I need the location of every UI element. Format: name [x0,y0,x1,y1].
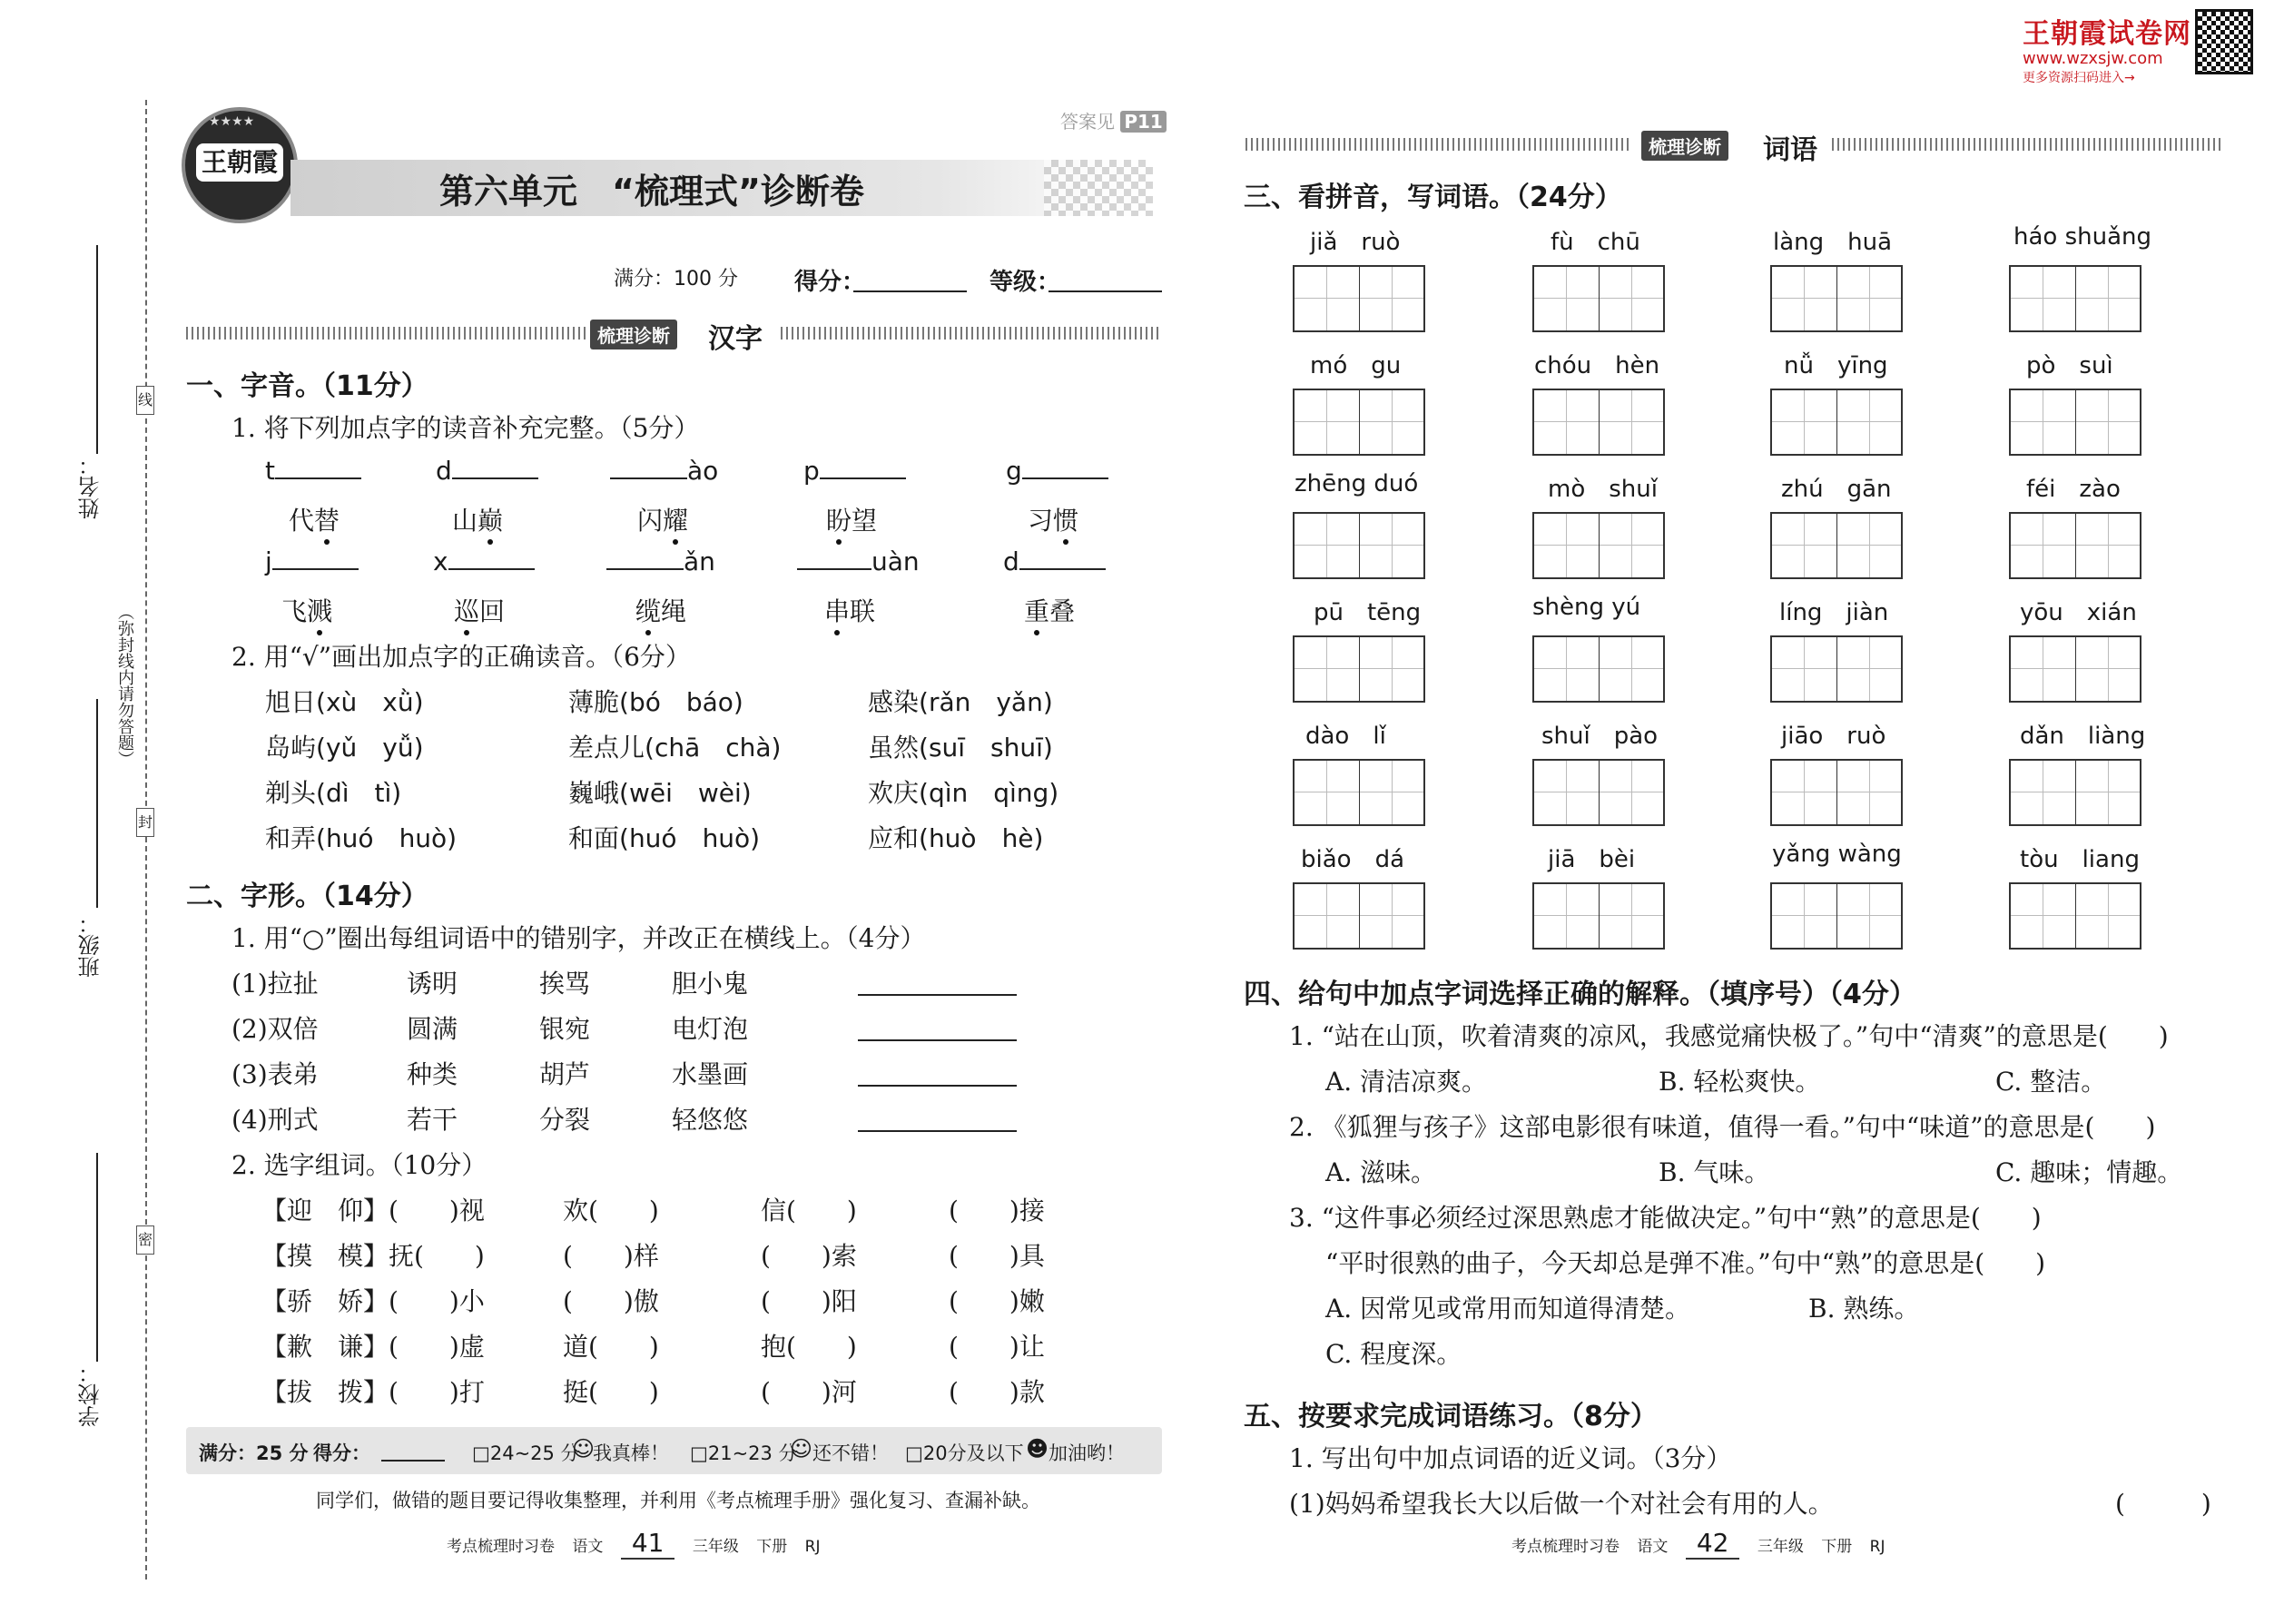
q2-item-5[interactable]: 差点儿(chā chà) [568,733,782,763]
s4-q3-opt-a[interactable]: A. 因常见或常用而知道得清楚。 [1325,1294,1691,1324]
s2-heading: 二、字形。（14分） [186,881,428,912]
name-field[interactable] [96,245,98,454]
char-grid[interactable] [1293,265,1425,332]
school-label: 学校： [78,1362,103,1427]
char-grid[interactable] [1532,882,1665,950]
s2q1-row1-b[interactable]: 诱明 [407,969,458,999]
brand-tip: 更多资源扫码进入→ [2023,71,2135,85]
s2q2-r2-a[interactable]: 【摸 模】抚( ) [261,1241,485,1271]
s2q2-r4-d[interactable]: ( )让 [949,1332,1045,1362]
page-info-right-book: 考点梳理时习卷 [1511,1538,1620,1556]
py-3-4: féi zào [2026,476,2121,503]
score-bar [186,1427,1162,1474]
py-5-1: dào lǐ [1305,723,1386,750]
divider-left-b [781,327,1162,340]
q2-item-10[interactable]: 和弄(huó huò) [265,823,458,853]
s2q1-row2-a[interactable]: (2)双倍 [231,1014,319,1044]
py-2-3: nǚ yīng [1784,352,1888,379]
py-5-2: shuǐ pào [1541,723,1659,750]
char-grid[interactable] [1293,759,1425,826]
s2q2-r3-d[interactable]: ( )嫩 [949,1286,1045,1316]
s4-heading: 四、给句中加点字词选择正确的解释。（填序号）（4分） [1244,979,1916,1010]
s2q1-row4-b[interactable]: 若干 [407,1105,458,1135]
s2-q2: 2. 选字组词。（10分） [231,1150,487,1180]
page-info-right-ed: RJ [1869,1538,1885,1556]
py-4-3: líng jiàn [1779,599,1889,626]
divider-right-a [1245,138,1631,151]
smile-icon-2: ☺ [790,1436,813,1462]
py-3-1: zhēng duó [1295,470,1419,497]
s4-q2[interactable]: 2. 《狐狸与孩子》这部电影很有味道，值得一看。”句中“味道”的意思是( ) [1289,1112,2156,1142]
s2q1-row2-answer[interactable] [858,1039,1017,1041]
s4-q1-opt-a[interactable]: A. 清洁凉爽。 [1325,1067,1488,1097]
s4-q1[interactable]: 1. “站在山顶，吹着清爽的凉风，我感觉痛快极了。”句中“清爽”的意思是( ) [1289,1021,2169,1051]
s2q1-row2-d[interactable]: 电灯泡 [672,1014,749,1044]
s2q1-row1-c[interactable]: 挨骂 [539,969,591,999]
char-grid[interactable] [1293,389,1425,456]
s2q1-row1-answer[interactable] [858,994,1017,996]
section-tag: 梳理诊断 [590,320,677,349]
r2-word-2: 巡回 [454,592,505,628]
s2q2-r1-d[interactable]: ( )接 [949,1196,1045,1225]
page-title: 第六单元 “梳理式”诊断卷 [439,172,864,212]
score-bar-got: 得分： [313,1442,370,1464]
r2-py-1[interactable]: j [265,546,359,576]
py-4-2: shèng yú [1532,594,1641,621]
py-5-3: jiāo ruò [1781,723,1886,750]
r1-word-1: 代替 [289,501,340,537]
score-field[interactable] [853,290,967,292]
praise-2: 还不错！ [812,1442,889,1464]
q2-item-2[interactable]: 薄脆(bó báo) [568,687,743,717]
s4-q2-opt-b[interactable]: B. 气味。 [1659,1157,1770,1187]
s2q2-r5-c[interactable]: ( )河 [761,1377,857,1407]
py-1-1: jiǎ ruò [1310,229,1401,256]
brand-name: 王朝霞试卷网 [2023,18,2191,50]
brand-url[interactable]: www.wzxsjw.com [2023,49,2163,68]
s3-heading: 三、看拼音，写词语。（24分） [1244,182,1622,213]
r1-word-3: 闪耀 [637,501,688,537]
py-3-2: mò shuǐ [1548,476,1658,503]
s1-q2: 2. 用“√”画出加点字的正确读音。（6分） [231,642,691,672]
py-2-1: mó gu [1310,352,1402,379]
s2q2-r4-a[interactable]: 【歉 谦】( )虚 [261,1332,485,1362]
option-20-below-checkbox[interactable]: □20分及以下 [905,1442,1024,1464]
class-field[interactable] [96,699,98,908]
r2-py-4[interactable]: uàn [797,546,920,576]
page-info-right [1511,1528,1885,1560]
r2-py-3[interactable]: ǎn [606,546,715,576]
r2-word-5: 重叠 [1024,592,1075,628]
binding-mark-line: 线 [136,386,154,415]
s2q2-r1-a[interactable]: 【迎 仰】( )视 [261,1196,485,1225]
s4-q2-opt-c[interactable]: C. 趣味；情趣。 [1995,1157,2183,1187]
s2q2-r5-a[interactable]: 【拔 拨】( )打 [261,1377,485,1407]
py-2-4: pò suì [2026,352,2113,379]
binding-line [145,100,147,1580]
q2-item-9[interactable]: 欢庆(qìn qìng) [868,778,1059,808]
option-21-23-checkbox[interactable]: □21~23 分 [690,1442,798,1464]
q2-item-7[interactable]: 剃头(dì tì) [265,778,402,808]
s2q2-r4-c[interactable]: 抱( ) [761,1332,857,1362]
s2q1-row3-d[interactable]: 水墨画 [672,1059,749,1089]
s2q1-row4-d[interactable]: 轻悠悠 [672,1105,749,1135]
r1-word-4: 盼望 [826,501,877,537]
s2q2-r3-c[interactable]: ( )阳 [761,1286,857,1316]
logo-stars-icon: ★★★★ [209,114,255,129]
char-grid[interactable] [2009,882,2141,950]
char-grid[interactable] [1532,389,1665,456]
praise-1: 我真棒！ [593,1442,669,1464]
binding-mark-seal: 封 [136,808,154,837]
py-6-4: tòu liang [2020,846,2140,873]
s5-q1-1: (1)妈妈希望我长大以后做一个对社会有用的人。 [1289,1489,1834,1519]
r1-py-2[interactable]: d [436,456,538,486]
s2q1-row3-c[interactable]: 胡芦 [539,1059,591,1089]
page-number-right: 42 [1686,1528,1740,1560]
score-bar-field[interactable] [381,1460,445,1462]
page-info-left-subject: 语文 [572,1538,604,1556]
grade-label: 等级： [989,269,1061,296]
char-grid[interactable] [2009,759,2141,826]
answer-ref-label: 答案见 [1060,111,1115,133]
s2q1-row3-a[interactable]: (3)表弟 [231,1059,319,1089]
r2-word-4: 串联 [824,592,875,628]
page-number-left: 41 [621,1528,675,1560]
s4-q3-b[interactable]: “平时很熟的曲子，今天却总是弹不准。”句中“熟”的意思是( ) [1325,1248,2046,1278]
s2q2-r1-c[interactable]: 信( ) [761,1196,857,1225]
checker-decoration [1044,160,1153,216]
grade-field[interactable] [1049,290,1162,292]
section-topic-right: 词语 [1763,134,1817,166]
page-info-left-grade: 三年级 [692,1538,739,1556]
s2q2-r5-b[interactable]: 挺( ) [563,1377,659,1407]
s2q2-r2-d[interactable]: ( )具 [949,1241,1045,1271]
char-grid[interactable] [1532,635,1665,703]
qr-code-icon[interactable] [2195,9,2253,74]
r2-word-1: 飞溅 [281,592,332,628]
py-6-2: jiā bèi [1548,846,1636,873]
page-info-left-book: 考点梳理时习卷 [447,1538,555,1556]
char-grid[interactable] [1770,759,1903,826]
q2-item-3[interactable]: 感染(rǎn yǎn) [868,687,1053,717]
s2q2-r2-b[interactable]: ( )样 [563,1241,659,1271]
s4-q1-opt-b[interactable]: B. 轻松爽快。 [1659,1067,1821,1097]
char-grid[interactable] [1293,635,1425,703]
divider-left-a [186,327,586,340]
s2q1-row4-a[interactable]: (4)刑式 [231,1105,319,1135]
char-grid[interactable] [1770,635,1903,703]
s2q2-r1-b[interactable]: 欢( ) [563,1196,659,1225]
s5-q1: 1. 写出句中加点词语的近义词。（3分） [1289,1443,1732,1473]
s5-q1-1-answer[interactable]: ( ) [2115,1489,2211,1519]
page-info-left-ed: RJ [804,1538,821,1556]
char-grid[interactable] [2009,265,2141,332]
s2q1-row4-c[interactable]: 分裂 [539,1105,591,1135]
py-4-4: yōu xián [2020,599,2137,626]
char-grid[interactable] [1532,265,1665,332]
s4-q1-opt-c[interactable]: C. 整洁。 [1995,1067,2107,1097]
r2-py-2[interactable]: x [433,546,535,576]
py-2-2: chóu hèn [1534,352,1660,379]
binding-mark-secret: 密 [136,1225,154,1255]
char-grid[interactable] [2009,512,2141,579]
q2-item-12[interactable]: 应和(huò hè) [868,823,1044,853]
r2-word-3: 缆绳 [635,592,686,628]
q2-item-4[interactable]: 岛屿(yǔ yǚ) [265,733,424,763]
py-3-3: zhú gān [1781,476,1892,503]
s2q1-row1-d[interactable]: 胆小鬼 [672,969,749,999]
s2q1-row1-a[interactable]: (1)拉扯 [231,969,319,999]
py-1-4: háo shuǎng [2013,223,2152,251]
char-grid[interactable] [1770,882,1903,950]
logo-text: 王朝霞 [196,143,283,182]
praise-3: 加油哟！ [1049,1442,1125,1464]
binding-notice: （弥封线内请勿答题） [115,604,134,767]
school-field[interactable] [96,1153,98,1362]
s2q2-r3-a[interactable]: 【骄 娇】( )小 [261,1286,485,1316]
s1-heading: 一、字音。（11分） [186,370,428,402]
q2-item-1[interactable]: 旭日(xù xǜ) [265,687,424,717]
py-1-3: làng huā [1773,229,1893,256]
py-1-2: fù chū [1551,229,1640,256]
char-grid[interactable] [1770,512,1903,579]
page-info-right-grade: 三年级 [1757,1538,1804,1556]
char-grid[interactable] [2009,635,2141,703]
s2-q1: 1. 用“○”圈出每组词语中的错别字，并改正在横线上。（4分） [231,923,926,953]
s2q2-r2-c[interactable]: ( )索 [761,1241,857,1271]
footer-note: 同学们，做错的题目要记得收集整理，并利用《考点梳理手册》强化复习、查漏补缺。 [316,1490,1040,1511]
s4-q3-a[interactable]: 3. “这件事必须经过深思熟虑才能做决定。”句中“熟”的意思是( ) [1289,1203,2042,1233]
py-6-3: yǎng wàng [1772,841,1902,868]
score-label: 得分： [794,269,866,296]
r1-py-5[interactable]: g [1006,456,1108,486]
char-grid[interactable] [1770,265,1903,332]
smile-icon: ☺ [572,1436,596,1462]
char-grid[interactable] [1770,389,1903,456]
r1-word-5: 习惯 [1028,501,1078,537]
s1-q1: 1. 将下列加点字的读音补充完整。（5分） [231,413,700,443]
logo-badge [182,107,298,223]
r1-word-2: 山巅 [452,501,503,537]
s2q1-row3-b[interactable]: 种类 [407,1059,458,1089]
s4-q3-opt-c[interactable]: C. 程度深。 [1325,1339,1462,1369]
s2q2-r4-b[interactable]: 道( ) [563,1332,659,1362]
r1-py-3[interactable]: ào [610,456,718,486]
q2-item-8[interactable]: 巍峨(wēi wèi) [568,778,752,808]
r2-py-5[interactable]: d [1003,546,1106,576]
s2q2-r3-b[interactable]: ( )傲 [563,1286,659,1316]
char-grid[interactable] [1293,512,1425,579]
answer-ref-page: P11 [1120,111,1167,133]
s4-q2-opt-a[interactable]: A. 滋味。 [1325,1157,1437,1187]
page-info-left [447,1528,821,1560]
py-5-4: dǎn liàng [2020,723,2146,750]
s2q2-r5-d[interactable]: ( )款 [949,1377,1045,1407]
py-4-1: pū tēng [1314,599,1422,626]
page-info-right-vol: 下册 [1821,1538,1853,1556]
char-grid[interactable] [2009,389,2141,456]
cheer-icon: ☻ [1026,1436,1049,1462]
r1-py-4[interactable]: p [803,456,906,486]
page-info-left-vol: 下册 [756,1538,788,1556]
section-tag-right: 梳理诊断 [1641,131,1728,161]
name-label: 姓名： [78,454,103,519]
s4-q3-opt-b[interactable]: B. 熟练。 [1808,1294,1920,1324]
py-6-1: biǎo dá [1301,846,1405,873]
score-full: 满分：100 分 [614,268,738,290]
char-grid[interactable] [1293,882,1425,950]
char-grid[interactable] [1532,512,1665,579]
page-info-right-subject: 语文 [1637,1538,1669,1556]
answer-ref [1060,107,1167,133]
s2q1-row2-b[interactable]: 圆满 [407,1014,458,1044]
s2q1-row3-answer[interactable] [858,1085,1017,1087]
s2q1-row4-answer[interactable] [858,1130,1017,1132]
score-bar-full: 满分：25 分 [199,1442,309,1464]
s2q1-row2-c[interactable]: 银宛 [539,1014,591,1044]
section-topic: 汉字 [708,323,763,355]
divider-right-b [1832,138,2222,151]
option-24-25-checkbox[interactable]: □24~25 分 [472,1442,580,1464]
char-grid[interactable] [1532,759,1665,826]
q2-item-6[interactable]: 虽然(suī shuī) [868,733,1053,763]
s5-heading: 五、按要求完成词语练习。（8分） [1244,1401,1658,1432]
q2-item-11[interactable]: 和面(huó huò) [568,823,761,853]
r1-py-1[interactable]: t [265,456,361,486]
class-label: 班级： [78,912,103,978]
